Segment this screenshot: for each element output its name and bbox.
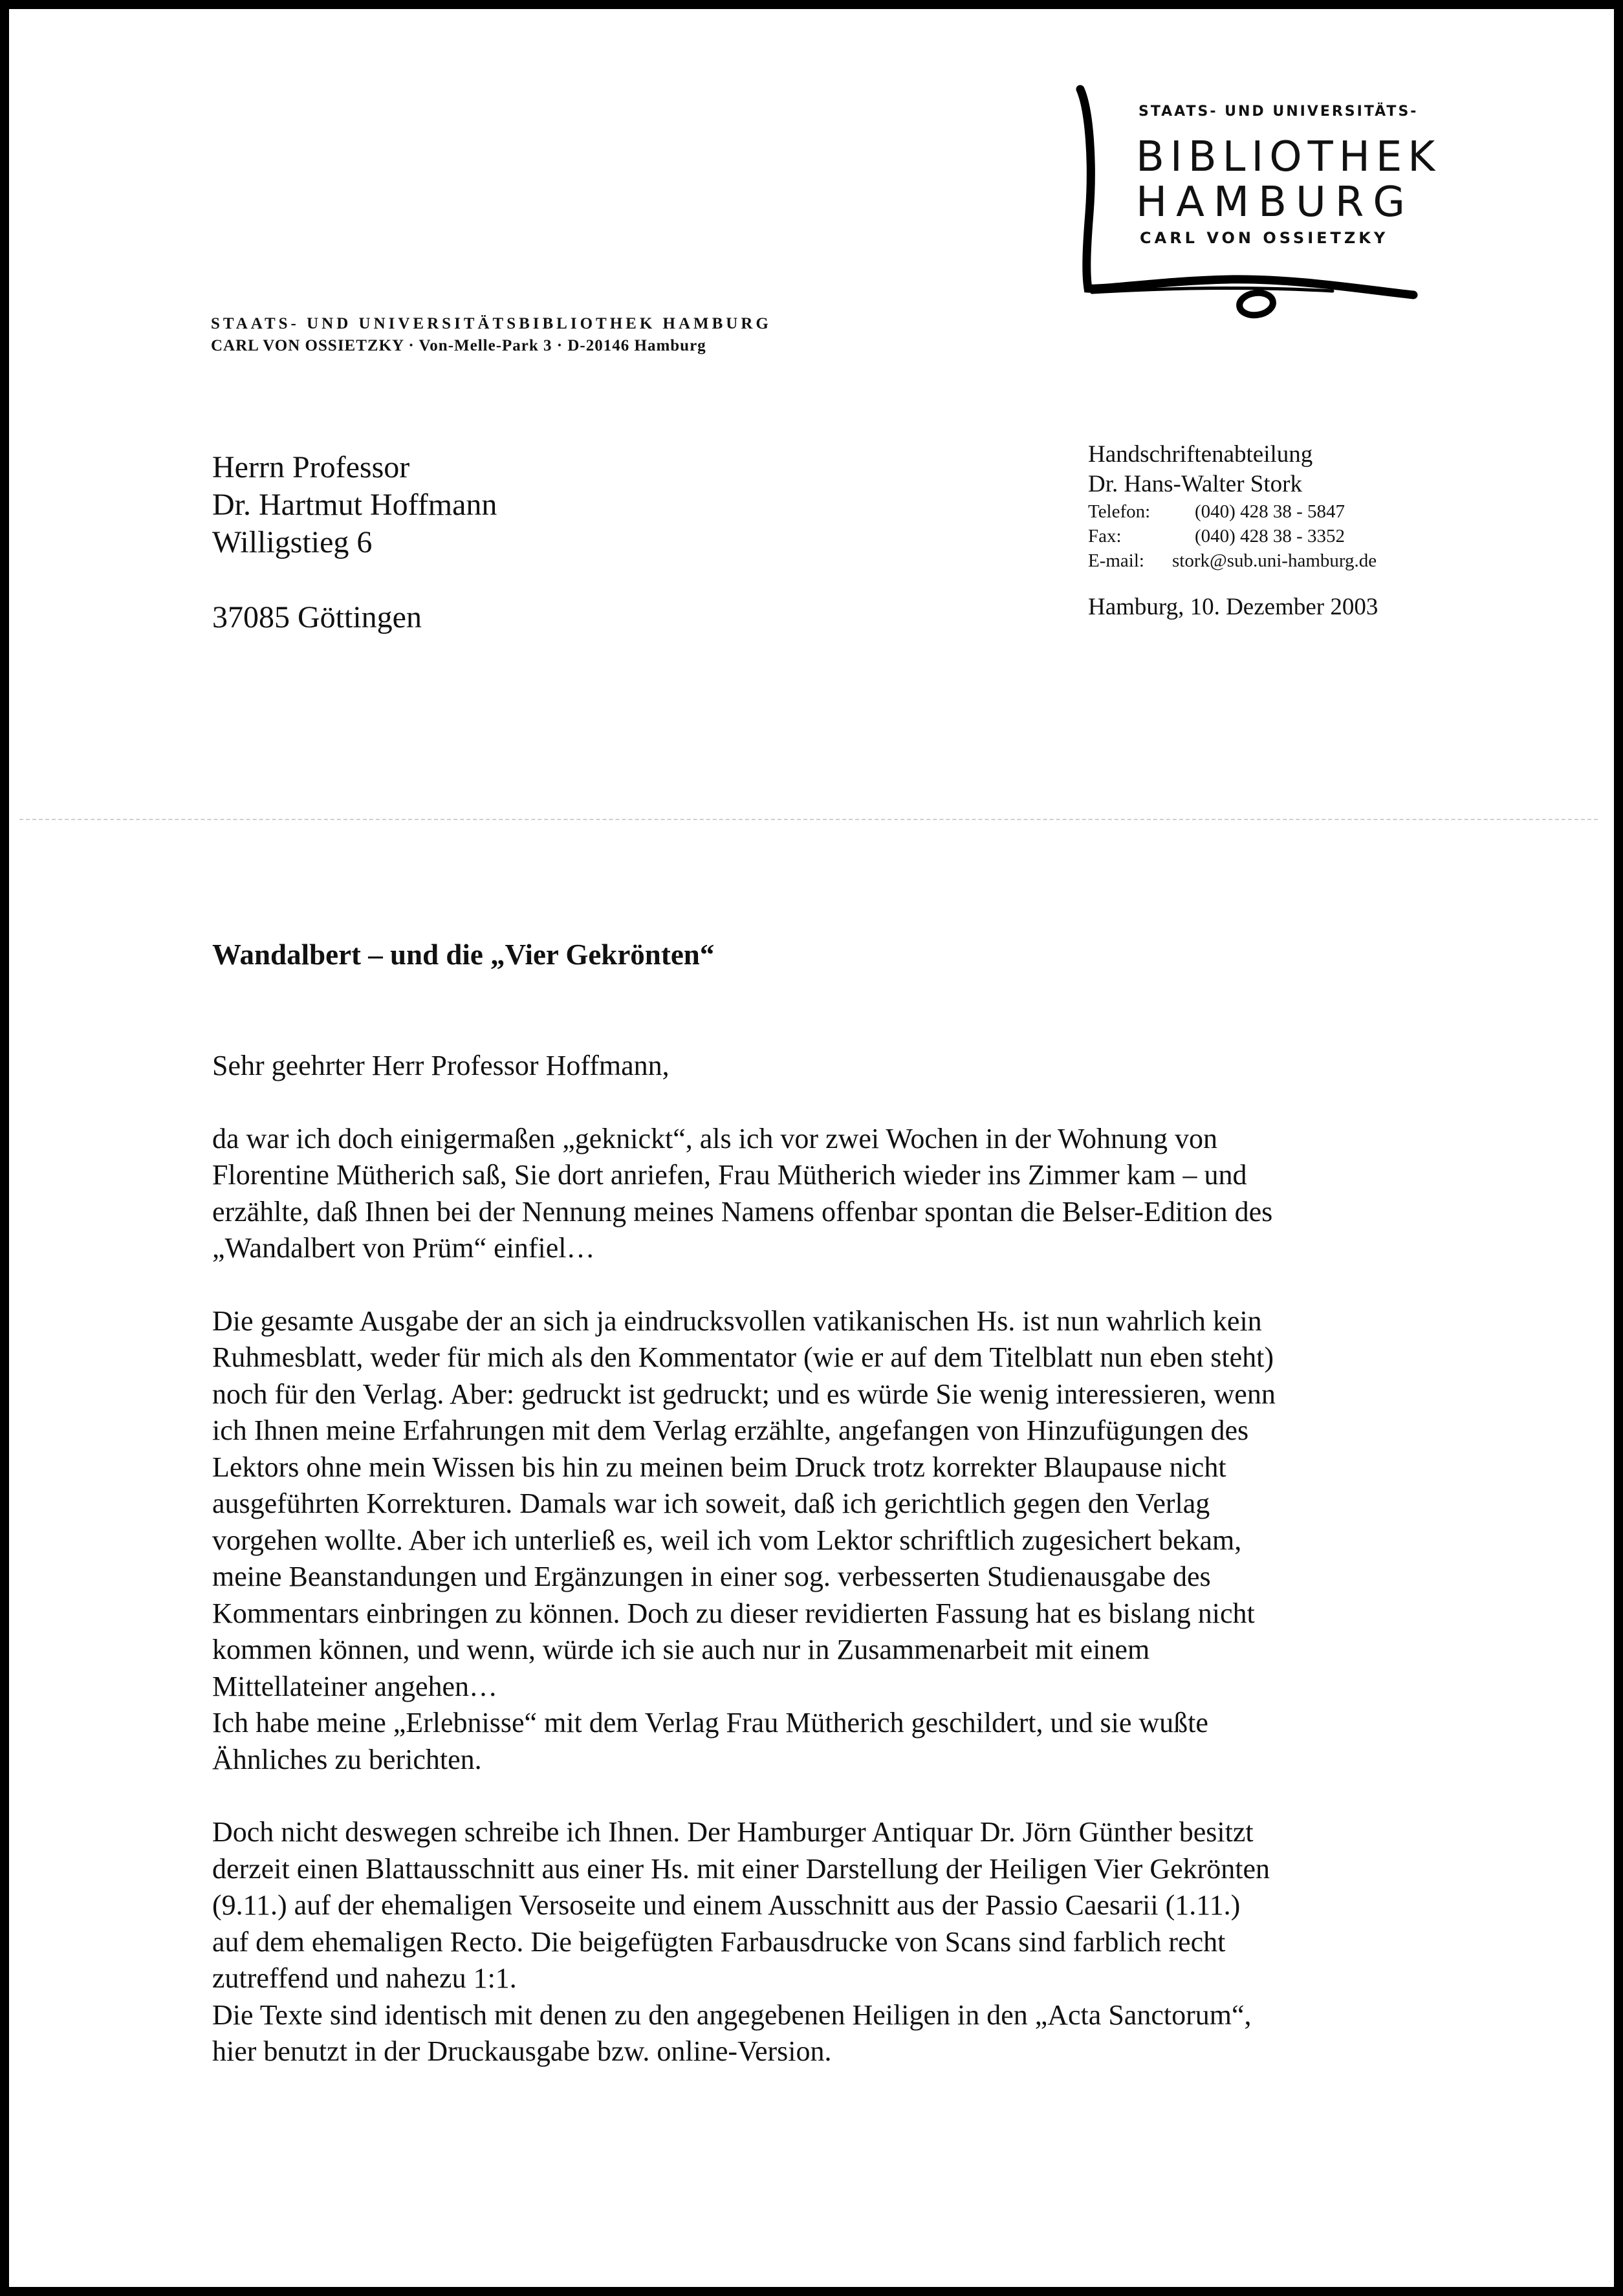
- text-line: erzählte, daß Ihnen bei der Nennung meines Namens offenbar spontan die Belser-Edition des: [212, 1195, 1273, 1228]
- recipient-line: Willigstieg 6: [212, 525, 373, 559]
- sender-line-2: CARL VON OSSIETZKY · Von-Melle-Park 3 · D-20146 Hamburg: [211, 337, 706, 354]
- sender-address: [211, 313, 772, 357]
- fold-line: [19, 819, 1598, 820]
- text-line: Kommentars einbringen zu können. Doch zu dieser revidierten Fassung hat es bislang nicht: [212, 1597, 1255, 1629]
- text-line: Lektors ohne mein Wissen bis hin zu meinen beim Druck trotz korrekter Blaupause nicht: [212, 1451, 1226, 1483]
- text-line: Mittellateiner angehen…: [212, 1670, 498, 1702]
- text-line: ausgeführten Korrekturen. Damals war ich soweit, daß ich gerichtlich gegen den Verlag: [212, 1488, 1210, 1519]
- text-line: auf dem ehemaligen Recto. Die beigefügten Farbausdrucke von Scans sind farblich recht: [212, 1925, 1226, 1958]
- text-line: ich Ihnen meine Erfahrungen mit dem Verlag erzählte, angefangen von Hinzufügungen des: [212, 1414, 1249, 1446]
- library-logo: [1061, 84, 1441, 343]
- logo-line-3: HAMBURG: [1136, 179, 1414, 226]
- recipient-line: Herrn Professor: [212, 450, 410, 484]
- recipient-city: 37085 Göttingen: [212, 600, 422, 634]
- logo-line-2: BIBLIOTHEK: [1136, 133, 1441, 181]
- recipient-address: [212, 449, 497, 636]
- contact-person: Dr. Hans-Walter Stork: [1088, 471, 1302, 497]
- contact-block: [1088, 440, 1378, 622]
- fax-row: [1088, 524, 1378, 548]
- text-line: „Wandalbert von Prüm“ einfiel…: [212, 1232, 595, 1264]
- text-line: noch für den Verlag. Aber: gedruckt ist gedruckt; und es würde Sie wenig interessieren, wenn: [212, 1378, 1276, 1410]
- paragraph-2: [212, 1303, 1480, 1779]
- phone-row: [1088, 499, 1378, 524]
- letter-subject: Wandalbert – und die „Vier Gekrönten“: [212, 938, 715, 971]
- text-line: vorgehen wollte. Aber ich unterließ es, weil ich vom Lektor schriftlich zugesichert bekam,: [212, 1524, 1242, 1556]
- text-line: Die gesamte Ausgabe der an sich ja eindrucksvollen vatikanischen Hs. ist nun wahrlich kein: [212, 1305, 1262, 1337]
- text-line: Ruhmesblatt, weder für mich als den Kommentator (wie er auf dem Titelblatt nun eben steht): [212, 1341, 1274, 1373]
- department: Handschriftenabteilung: [1088, 441, 1313, 468]
- fax-value: (040) 428 38 - 3352: [1195, 526, 1345, 547]
- salutation: Sehr geehrter Herr Professor Hoffmann,: [212, 1050, 670, 1081]
- text-line: Ähnliches zu berichten.: [212, 1743, 482, 1775]
- email-row: [1088, 548, 1378, 573]
- paragraph-1: [212, 1121, 1480, 1267]
- text-line: hier benutzt in der Druckausgabe bzw. online-Version.: [212, 2035, 832, 2067]
- letter-date: Hamburg, 10. Dezember 2003: [1088, 594, 1378, 620]
- phone-value: (040) 428 38 - 5847: [1195, 501, 1345, 522]
- recipient-line: Dr. Hartmut Hoffmann: [212, 488, 497, 522]
- fax-label: Fax:: [1088, 526, 1122, 547]
- text-line: Florentine Mütherich saß, Sie dort anriefen, Frau Mütherich wieder ins Zimmer kam – und: [212, 1159, 1247, 1191]
- logo-line-1: STAATS- UND UNIVERSITÄTS-: [1138, 103, 1419, 120]
- text-line: zutreffend und nahezu 1:1.: [212, 1962, 517, 1994]
- email-label: E-mail:: [1088, 550, 1144, 571]
- text-line: da war ich doch einigermaßen „geknickt“, als ich vor zwei Wochen in der Wohnung von: [212, 1122, 1218, 1154]
- text-line: Doch nicht deswegen schreibe ich Ihnen. Der Hamburger Antiquar Dr. Jörn Günther besitzt: [212, 1816, 1254, 1848]
- text-line: Ich habe meine „Erlebnisse“ mit dem Verlag Frau Mütherich geschildert, und sie wußte: [212, 1707, 1208, 1738]
- sender-line-1: STAATS- UND UNIVERSITÄTSBIBLIOTHEK HAMBURG: [211, 315, 772, 332]
- text-line: meine Beanstandungen und Ergänzungen in einer sog. verbesserten Studienausgabe des: [212, 1561, 1211, 1592]
- text-line: kommen können, und wenn, würde ich sie auch nur in Zusammenarbeit mit einem: [212, 1634, 1150, 1665]
- paragraph-3: [212, 1814, 1480, 2070]
- logo-line-4: CARL VON OSSIETZKY: [1140, 229, 1389, 247]
- email-value: stork@sub.uni-hamburg.de: [1172, 550, 1377, 571]
- text-line: Die Texte sind identisch mit denen zu den angegebenen Heiligen in den „Acta Sanctorum“,: [212, 1998, 1252, 2031]
- phone-label: Telefon:: [1088, 501, 1151, 522]
- text-line: (9.11.) auf der ehemaligen Versoseite und einem Ausschnitt aus der Passio Caesarii (1.11.): [212, 1889, 1241, 1921]
- text-line: derzeit einen Blattausschnitt aus einer Hs. mit einer Darstellung der Heiligen Vier Gekrönten: [212, 1852, 1270, 1885]
- letter-body: [212, 1048, 1480, 2070]
